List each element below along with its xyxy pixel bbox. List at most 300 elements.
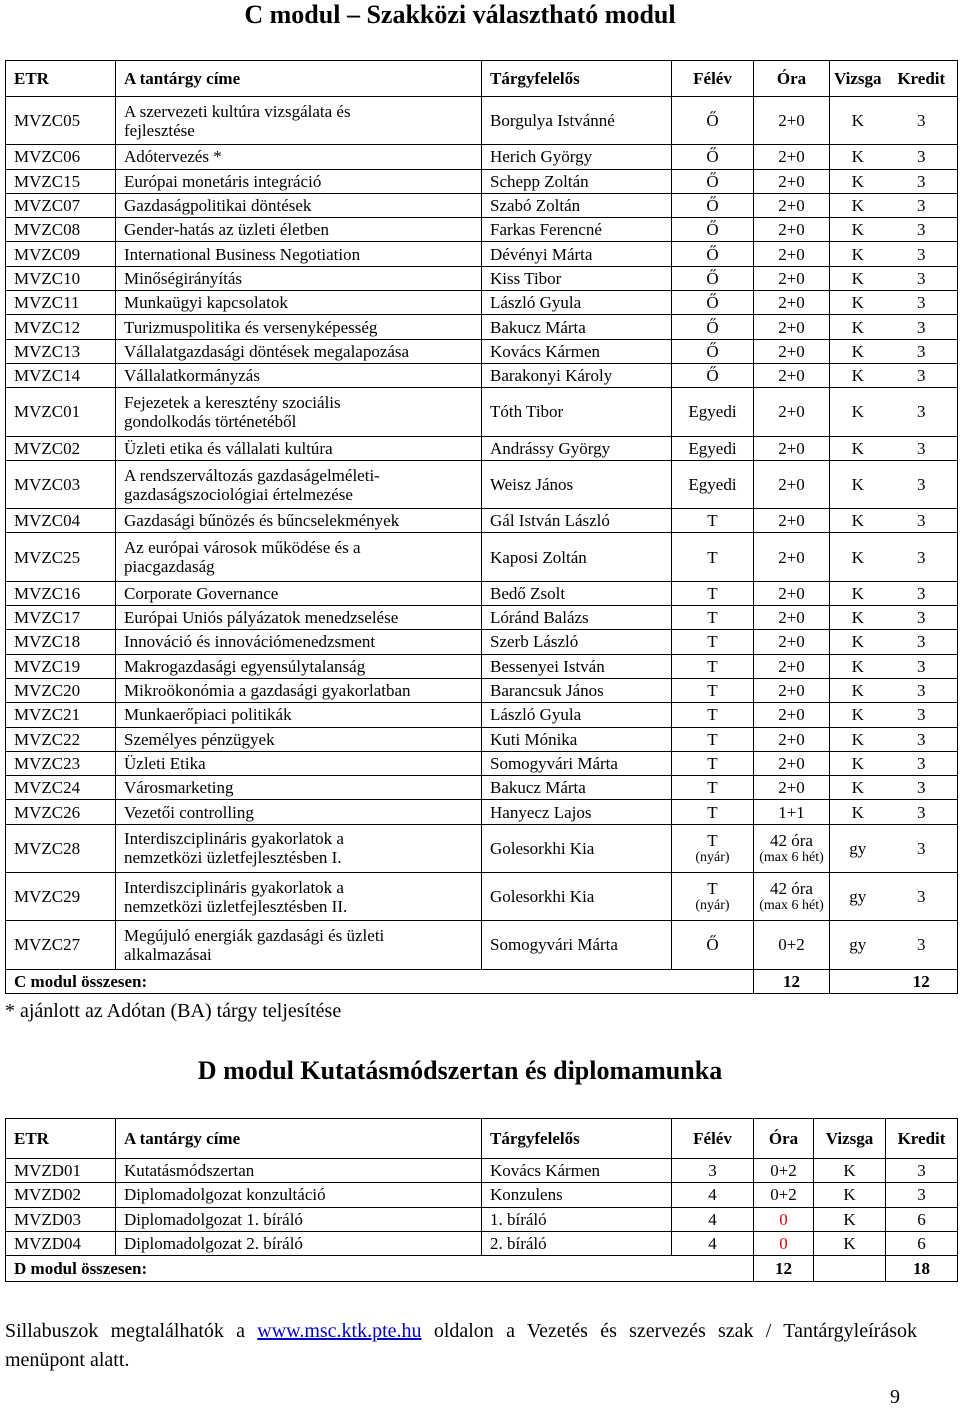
- course-title: [116, 873, 482, 921]
- course-title: [116, 145, 482, 169]
- course-owner: Herich György: [482, 145, 672, 169]
- course-title-line: Gazdasági bűnözés és bűncselekmények: [124, 511, 400, 531]
- course-hours: [754, 606, 830, 630]
- header-etr: ETR: [6, 61, 116, 97]
- course-title: [116, 606, 482, 630]
- course-title: [116, 266, 482, 290]
- course-owner: Bakucz Márta: [482, 315, 672, 339]
- course-hours: [754, 193, 830, 217]
- course-code: MVZC29: [6, 873, 116, 921]
- module-c-title: C modul – Szakközi választható modul: [244, 0, 676, 29]
- course-owner: Andrássy György: [482, 436, 672, 460]
- course-title-line: Üzleti Etika: [124, 753, 206, 773]
- hours-value: 2+0: [778, 341, 805, 361]
- course-credit: 3: [886, 800, 958, 824]
- course-credit: 3: [886, 436, 958, 460]
- course-exam: K: [830, 630, 886, 654]
- course-exam: K: [830, 169, 886, 193]
- course-exam: K: [830, 460, 886, 508]
- course-hours: [754, 751, 830, 775]
- course-exam: K: [830, 776, 886, 800]
- course-code: MVZC01: [6, 388, 116, 436]
- course-credit: 3: [886, 606, 958, 630]
- semester-value: Ő: [706, 366, 719, 386]
- course-title-line: nemzetközi üzletfejlesztésben I.: [124, 848, 342, 868]
- header-title: A tantárgy címe: [116, 61, 482, 97]
- hours-value: 2+0: [778, 547, 805, 567]
- course-owner: Gál István László: [482, 509, 672, 533]
- course-semester: [672, 145, 754, 169]
- course-hours: [754, 218, 830, 242]
- course-title: [116, 193, 482, 217]
- course-credit: 3: [886, 533, 958, 581]
- hours-value: 2+0: [778, 402, 805, 422]
- semester-value: Ő: [706, 268, 719, 288]
- course-title: Diplomadolgozat konzultáció: [116, 1183, 482, 1207]
- course-row: [6, 388, 958, 436]
- course-row: [6, 751, 958, 775]
- course-semester: [672, 266, 754, 290]
- hours-value: 2+0: [778, 681, 805, 701]
- course-credit: 3: [886, 581, 958, 605]
- course-code: MVZC09: [6, 242, 116, 266]
- course-code: MVZC03: [6, 460, 116, 508]
- course-title-line: gazdaságszociológiai értelmezése: [124, 484, 353, 504]
- course-row: [6, 242, 958, 266]
- hours-value: 2+0: [778, 511, 805, 531]
- semester-value: T: [707, 830, 718, 850]
- footnote: * ajánlott az Adótan (BA) tárgy teljesítése: [5, 1000, 342, 1022]
- course-credit: 3: [886, 873, 958, 921]
- header-exam: Vizsga: [830, 61, 886, 97]
- course-row: [6, 145, 958, 169]
- course-row: [6, 339, 958, 363]
- course-title: Kutatásmódszertan: [116, 1159, 482, 1183]
- total-hours: 12: [754, 1256, 814, 1282]
- course-hours: 0+2: [754, 1159, 814, 1183]
- semester-value: T: [707, 802, 718, 822]
- course-hours: [754, 654, 830, 678]
- semester-value: Ő: [706, 293, 719, 313]
- course-hours: [754, 824, 830, 872]
- total-exam: [830, 969, 886, 993]
- course-credit: 3: [886, 388, 958, 436]
- course-semester: [672, 873, 754, 921]
- course-title-line: Európai monetáris integráció: [124, 171, 322, 191]
- course-title: [116, 776, 482, 800]
- course-row: [6, 630, 958, 654]
- course-exam: gy: [830, 824, 886, 872]
- course-owner: Kovács Kármen: [482, 339, 672, 363]
- semester-value: T: [707, 632, 718, 652]
- course-row: [6, 581, 958, 605]
- course-semester: 4: [672, 1207, 754, 1231]
- course-exam: K: [830, 581, 886, 605]
- header-hours: Óra: [754, 61, 830, 97]
- course-exam: K: [830, 751, 886, 775]
- course-owner: Borgulya Istvánné: [482, 97, 672, 145]
- course-title-line: gondolkodás történetéből: [124, 411, 297, 431]
- course-credit: 3: [886, 751, 958, 775]
- course-semester: [672, 315, 754, 339]
- course-hours: [754, 800, 830, 824]
- course-exam: gy: [830, 921, 886, 969]
- course-semester: [672, 581, 754, 605]
- course-title-line: Interdiszciplináris gyakorlatok a: [124, 829, 344, 849]
- course-title-line: Európai Uniós pályázatok menedzselése: [124, 608, 399, 628]
- course-credit: 3: [886, 291, 958, 315]
- module-d-title: D modul Kutatásmódszertan és diplomamunka: [197, 1056, 723, 1085]
- course-title: Diplomadolgozat 1. bíráló: [116, 1207, 482, 1231]
- hours-value: 42 óra: [770, 879, 813, 899]
- hours-value: 2+0: [778, 244, 805, 264]
- semester-value: T: [707, 681, 718, 701]
- course-code: MVZD02: [6, 1183, 116, 1207]
- semester-value: T: [707, 656, 718, 676]
- course-code: MVZC18: [6, 630, 116, 654]
- module-c-table: [5, 60, 958, 994]
- course-semester: [672, 218, 754, 242]
- course-credit: 3: [886, 654, 958, 678]
- table-header-row: [6, 61, 958, 97]
- hours-value: 2+0: [778, 583, 805, 603]
- semester-value: Egyedi: [688, 438, 737, 458]
- course-title-line: Minőségirányítás: [124, 268, 243, 288]
- hours-value: 2+0: [778, 438, 805, 458]
- course-credit: 6: [886, 1231, 958, 1255]
- header-etr: ETR: [6, 1119, 116, 1159]
- course-code: MVZD04: [6, 1231, 116, 1255]
- total-label: D modul összesen:: [6, 1256, 754, 1282]
- course-code: MVZC25: [6, 533, 116, 581]
- header-owner: Tárgyfelelős: [482, 1119, 672, 1159]
- course-semester: [672, 654, 754, 678]
- course-semester: [672, 509, 754, 533]
- course-credit: 3: [886, 339, 958, 363]
- course-credit: 3: [886, 169, 958, 193]
- course-credit: 3: [886, 824, 958, 872]
- course-owner: Hanyecz Lajos: [482, 800, 672, 824]
- header-title: A tantárgy címe: [116, 1119, 482, 1159]
- course-exam: K: [830, 509, 886, 533]
- course-title: [116, 315, 482, 339]
- course-credit: 3: [886, 921, 958, 969]
- course-title: [116, 921, 482, 969]
- course-hours: [754, 145, 830, 169]
- course-owner: László Gyula: [482, 703, 672, 727]
- course-exam: K: [830, 436, 886, 460]
- course-title: [116, 630, 482, 654]
- hours-value: 2+0: [778, 608, 805, 628]
- course-title-line: Gazdaságpolitikai döntések: [124, 196, 312, 216]
- course-title: [116, 509, 482, 533]
- course-title: [116, 339, 482, 363]
- hours-note: (max 6 hét): [759, 898, 824, 914]
- course-row: [6, 654, 958, 678]
- course-credit: 3: [886, 727, 958, 751]
- course-exam: K: [830, 193, 886, 217]
- total-label: C modul összesen:: [6, 969, 754, 993]
- course-hours: [754, 776, 830, 800]
- course-row: [6, 678, 958, 702]
- course-semester: [672, 193, 754, 217]
- course-title-line: piacgazdaság: [124, 557, 215, 577]
- course-exam: K: [830, 606, 886, 630]
- course-row: [6, 921, 958, 969]
- hours-value: 2+0: [778, 147, 805, 167]
- course-title-line: Munkaerőpiaci politikák: [124, 705, 292, 725]
- course-owner: Szerb László: [482, 630, 672, 654]
- course-hours: [754, 315, 830, 339]
- course-code: MVZC05: [6, 97, 116, 145]
- hours-value: 2+0: [778, 366, 805, 386]
- course-title-line: Adótervezés *: [124, 147, 222, 167]
- course-row: [6, 97, 958, 145]
- course-semester: [672, 436, 754, 460]
- course-semester: [672, 751, 754, 775]
- course-owner: 2. bíráló: [482, 1231, 672, 1255]
- total-credit: 18: [886, 1256, 958, 1282]
- course-title: [116, 388, 482, 436]
- module-d-table: [5, 1118, 958, 1282]
- course-credit: 3: [886, 703, 958, 727]
- hours-value: 2+0: [778, 196, 805, 216]
- semester-value: Ő: [706, 111, 719, 131]
- course-exam: K: [814, 1231, 886, 1255]
- semester-value: Ő: [706, 147, 719, 167]
- semester-note: (nyár): [695, 898, 730, 914]
- course-title: [116, 654, 482, 678]
- semester-value: T: [707, 547, 718, 567]
- hours-value: 2+0: [778, 171, 805, 191]
- course-row: [6, 218, 958, 242]
- course-title: Diplomadolgozat 2. bíráló: [116, 1231, 482, 1255]
- course-semester: [672, 800, 754, 824]
- course-owner: 1. bíráló: [482, 1207, 672, 1231]
- course-exam: K: [830, 242, 886, 266]
- footer-note: [5, 1317, 917, 1375]
- course-code: MVZD01: [6, 1159, 116, 1183]
- course-hours: [754, 169, 830, 193]
- course-owner: László Gyula: [482, 291, 672, 315]
- course-title-line: Corporate Governance: [124, 583, 279, 603]
- course-row: [6, 266, 958, 290]
- semester-value: T: [707, 705, 718, 725]
- course-hours: [754, 678, 830, 702]
- course-exam: K: [814, 1159, 886, 1183]
- course-credit: 6: [886, 1207, 958, 1231]
- course-title: [116, 800, 482, 824]
- course-title-line: nemzetközi üzletfejlesztésben II.: [124, 896, 348, 916]
- course-owner: Szabó Zoltán: [482, 193, 672, 217]
- course-semester: [672, 363, 754, 387]
- course-title: [116, 436, 482, 460]
- header-credit: Kredit: [886, 1119, 958, 1159]
- semester-value: Ő: [706, 317, 719, 337]
- course-title-line: alkalmazásai: [124, 944, 212, 964]
- course-hours: [754, 727, 830, 751]
- hours-value: 2+0: [778, 268, 805, 288]
- course-exam: K: [830, 97, 886, 145]
- course-credit: 3: [886, 630, 958, 654]
- header-semester: Félév: [672, 1119, 754, 1159]
- course-title-line: Az európai városok működése és a: [124, 538, 361, 558]
- course-owner: Somogyvári Márta: [482, 921, 672, 969]
- total-exam: [814, 1256, 886, 1282]
- course-row: [6, 533, 958, 581]
- header-hours: Óra: [754, 1119, 814, 1159]
- course-title-line: Vállalatgazdasági döntések megalapozása: [124, 341, 410, 361]
- course-title: [116, 363, 482, 387]
- course-title: [116, 678, 482, 702]
- hours-value: 2+0: [778, 293, 805, 313]
- header-owner: Tárgyfelelős: [482, 61, 672, 97]
- course-owner: Kiss Tibor: [482, 266, 672, 290]
- semester-value: Ő: [706, 935, 719, 955]
- semester-value: T: [707, 583, 718, 603]
- course-title-line: Megújuló energiák gazdasági és üzleti: [124, 925, 385, 945]
- course-title-line: Munkaügyi kapcsolatok: [124, 293, 288, 313]
- course-row: [6, 460, 958, 508]
- hours-value: 0+2: [778, 935, 805, 955]
- course-owner: Tóth Tibor: [482, 388, 672, 436]
- course-owner: Barakonyi Károly: [482, 363, 672, 387]
- course-semester: 4: [672, 1231, 754, 1255]
- course-code: MVZC15: [6, 169, 116, 193]
- total-hours: 12: [754, 969, 830, 993]
- hours-value: 2+0: [778, 475, 805, 494]
- course-owner: Farkas Ferencné: [482, 218, 672, 242]
- hours-note: (max 6 hét): [759, 849, 824, 865]
- course-row: [6, 727, 958, 751]
- course-title: [116, 751, 482, 775]
- course-exam: K: [830, 800, 886, 824]
- semester-value: Ő: [706, 341, 719, 361]
- course-title: [116, 291, 482, 315]
- course-title-line: Mikroökonómia a gazdasági gyakorlatban: [124, 681, 411, 701]
- course-semester: [672, 169, 754, 193]
- course-code: MVZC08: [6, 218, 116, 242]
- course-semester: [672, 97, 754, 145]
- footer-text-after: oldalon a Vezetés és szervezés szak / Tantárgyleírások menüpont alatt.: [5, 1320, 917, 1371]
- course-owner: Bessenyei István: [482, 654, 672, 678]
- course-owner: Konzulens: [482, 1183, 672, 1207]
- course-row: [6, 703, 958, 727]
- course-code: MVZC23: [6, 751, 116, 775]
- course-hours: [754, 436, 830, 460]
- hours-value: 2+0: [778, 778, 805, 798]
- course-code: MVZC28: [6, 824, 116, 872]
- course-semester: [672, 533, 754, 581]
- semester-value: Ő: [706, 196, 719, 216]
- course-hours: [754, 97, 830, 145]
- header-exam: Vizsga: [814, 1119, 886, 1159]
- course-row: [6, 824, 958, 872]
- course-credit: 3: [886, 678, 958, 702]
- course-hours: [754, 873, 830, 921]
- course-title-line: A szervezeti kultúra vizsgálata és: [124, 101, 351, 121]
- semester-value: T: [707, 511, 718, 531]
- course-exam: K: [830, 266, 886, 290]
- course-title-line: Innováció és innovációmenedzsment: [124, 632, 376, 652]
- course-title-line: A rendszerváltozás gazdaságelméleti-: [124, 465, 380, 485]
- footer-text-before: Sillabuszok megtalálhatók a: [5, 1320, 258, 1342]
- course-code: MVZC21: [6, 703, 116, 727]
- course-row: [6, 1207, 958, 1231]
- course-hours: [754, 533, 830, 581]
- course-hours: [754, 509, 830, 533]
- course-semester: [672, 339, 754, 363]
- course-exam: K: [830, 533, 886, 581]
- course-title: [116, 824, 482, 872]
- course-credit: 3: [886, 193, 958, 217]
- course-hours: [754, 921, 830, 969]
- course-credit: 3: [886, 145, 958, 169]
- course-row: [6, 776, 958, 800]
- course-row: [6, 436, 958, 460]
- course-code: MVZC19: [6, 654, 116, 678]
- course-title-line: Vezetői controlling: [124, 802, 254, 822]
- course-exam: K: [830, 388, 886, 436]
- course-exam: K: [830, 145, 886, 169]
- course-semester: [672, 921, 754, 969]
- course-exam: K: [830, 703, 886, 727]
- course-code: MVZC16: [6, 581, 116, 605]
- course-row: [6, 1231, 958, 1255]
- course-title: [116, 242, 482, 266]
- course-code: MVZC13: [6, 339, 116, 363]
- course-title: [116, 218, 482, 242]
- semester-note: (nyár): [695, 849, 730, 865]
- course-credit: 3: [886, 776, 958, 800]
- hours-value: 2+0: [778, 220, 805, 240]
- course-semester: 3: [672, 1159, 754, 1183]
- course-exam: K: [830, 654, 886, 678]
- course-row: [6, 800, 958, 824]
- course-row: [6, 1183, 958, 1207]
- course-exam: K: [830, 315, 886, 339]
- course-owner: Weisz János: [482, 460, 672, 508]
- course-hours: [754, 363, 830, 387]
- course-code: MVZC24: [6, 776, 116, 800]
- course-owner: Bedő Zsolt: [482, 581, 672, 605]
- semester-value: T: [707, 753, 718, 773]
- course-hours: [754, 630, 830, 654]
- course-owner: Somogyvári Márta: [482, 751, 672, 775]
- course-title-line: Fejezetek a keresztény szociális: [124, 392, 341, 412]
- course-code: MVZC22: [6, 727, 116, 751]
- course-hours: [754, 291, 830, 315]
- course-code: MVZC06: [6, 145, 116, 169]
- course-semester: [672, 678, 754, 702]
- course-row: [6, 606, 958, 630]
- course-credit: 3: [886, 460, 958, 508]
- page-number: 9: [890, 1386, 900, 1408]
- course-code: MVZC07: [6, 193, 116, 217]
- course-hours: [754, 703, 830, 727]
- course-credit: 3: [886, 1183, 958, 1207]
- course-title: [116, 460, 482, 508]
- course-hours: [754, 581, 830, 605]
- course-row: [6, 169, 958, 193]
- course-hours: [754, 388, 830, 436]
- semester-value: Egyedi: [688, 475, 737, 494]
- course-semester: [672, 776, 754, 800]
- course-title-line: Üzleti etika és vállalati kultúra: [124, 438, 333, 458]
- website-link[interactable]: www.msc.ktk.pte.hu: [257, 1320, 422, 1342]
- course-exam: K: [830, 363, 886, 387]
- hours-value: 42 óra: [770, 830, 813, 850]
